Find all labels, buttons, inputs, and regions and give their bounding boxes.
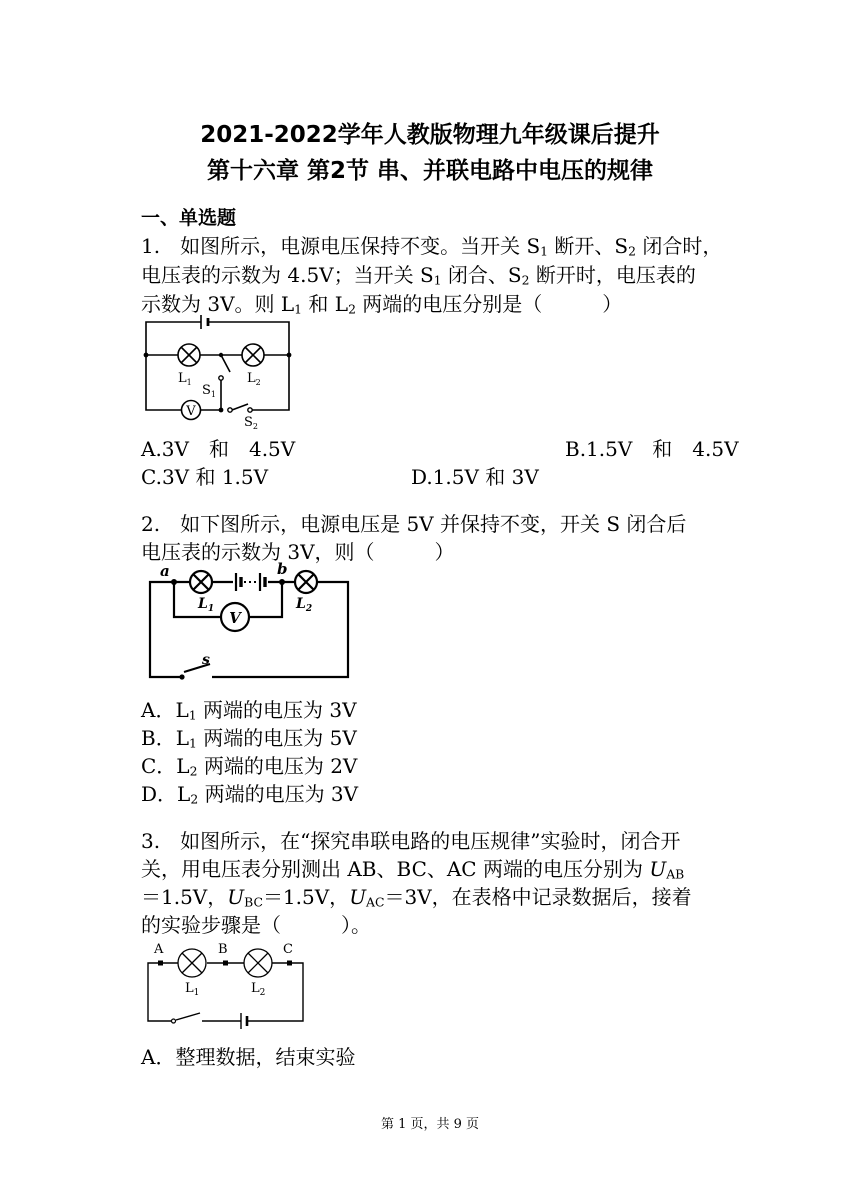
q2-circuit-diagram [140, 560, 360, 685]
q2-voltmeter [221, 603, 249, 631]
q2-option-d: D．$L_2$ 两端的电压为 3V [141, 782, 359, 807]
q3-lamp-l1 [178, 949, 206, 977]
q1-circuit-diagram [140, 312, 295, 432]
q1-option-d: D.1.5V 和 3V [411, 465, 539, 489]
svg-text:s: s [202, 652, 210, 668]
svg-text:A: A [154, 942, 164, 957]
svg-text:L2: $L_2$ [247, 371, 261, 387]
svg-text:a: a [160, 562, 170, 580]
svg-text:V: V [229, 609, 241, 627]
q3-circuit-diagram [140, 937, 310, 1032]
q1-option-a: A.3V 和 4.5V [141, 437, 296, 461]
svg-text:L1: $L_1$ [198, 596, 215, 614]
q3-line-2: 关，用电压表分别测出 AB、BC、AC 两端的电压分别为 $U_{AB}$ [141, 857, 685, 882]
q1-voltmeter [182, 401, 201, 420]
q3-line-3: ＝1.5V，$U_{BC}=1.5V$，$U_{AC}=3V$，在表格中记录数据后，接着 [141, 885, 692, 910]
q1-line-3: 示数为 3V。则 $L_1$ 和 $L_2$ 两端的电压分别是（ ） [141, 292, 623, 317]
q1-lamp-l2 [242, 344, 264, 366]
svg-text:S1: $S_1$ [202, 383, 216, 399]
title-line-2: 第十六章 第2节 串、并联电路中电压的规律 [206, 158, 654, 184]
q3-lamp-l2 [244, 949, 272, 977]
svg-text:V: V [186, 404, 196, 419]
q2-option-c: C．$L_2$ 两端的电压为 2V [141, 754, 358, 779]
q2-lamp-l1 [190, 571, 212, 593]
svg-text:b: b [277, 560, 288, 578]
q3-line-1: 3. 如图所示，在“探究串联电路的电压规律”实验时，闭合开 [141, 829, 681, 853]
q2-option-a: A．$L_1$ 两端的电压为 3V [141, 698, 357, 723]
svg-text:B: B [218, 942, 228, 957]
q2-line-2: 电压表的示数为 3V，则（ ） [141, 540, 455, 564]
svg-text:L1: $L_1$ [178, 371, 192, 387]
q3-line-4: 的实验步骤是（ ）。 [141, 913, 371, 937]
section-heading: 一、单选题 [141, 207, 237, 229]
svg-text:L2: $L_2$ [251, 981, 266, 998]
svg-text:L2: $L_2$ [296, 596, 313, 614]
q1-lamp-l1 [178, 344, 200, 366]
q2-lamp-l2 [295, 571, 317, 593]
svg-text:L1: $L_1$ [185, 981, 200, 998]
q1-option-b: B.1.5V 和 4.5V [565, 437, 739, 461]
q1-line-2: 电压表的示数为 4.5V；当开关 $S_1$ 闭合、$S_2$ 断开时，电压表的 [141, 263, 696, 288]
q2-option-b: B．$L_1$ 两端的电压为 5V [141, 726, 357, 751]
q2-line-1: 2. 如下图所示，电源电压是 5V 并保持不变，开关 S 闭合后 [141, 512, 687, 536]
svg-text:C: C [283, 942, 293, 957]
q1-option-c: C.3V 和 1.5V [141, 465, 269, 489]
q1-line-1: 1. 如图所示，电源电压保持不变。当开关 $S_1$ 断开、$S_2$ 闭合时， [141, 234, 723, 259]
svg-text:S2: $S_2$ [244, 415, 258, 431]
title-line-1: 2021-2022学年人教版物理九年级课后提升 [200, 122, 660, 148]
q3-option-a: A．整理数据，结束实验 [141, 1045, 356, 1069]
page-footer: 第 1 页，共 9 页 [380, 1117, 480, 1132]
